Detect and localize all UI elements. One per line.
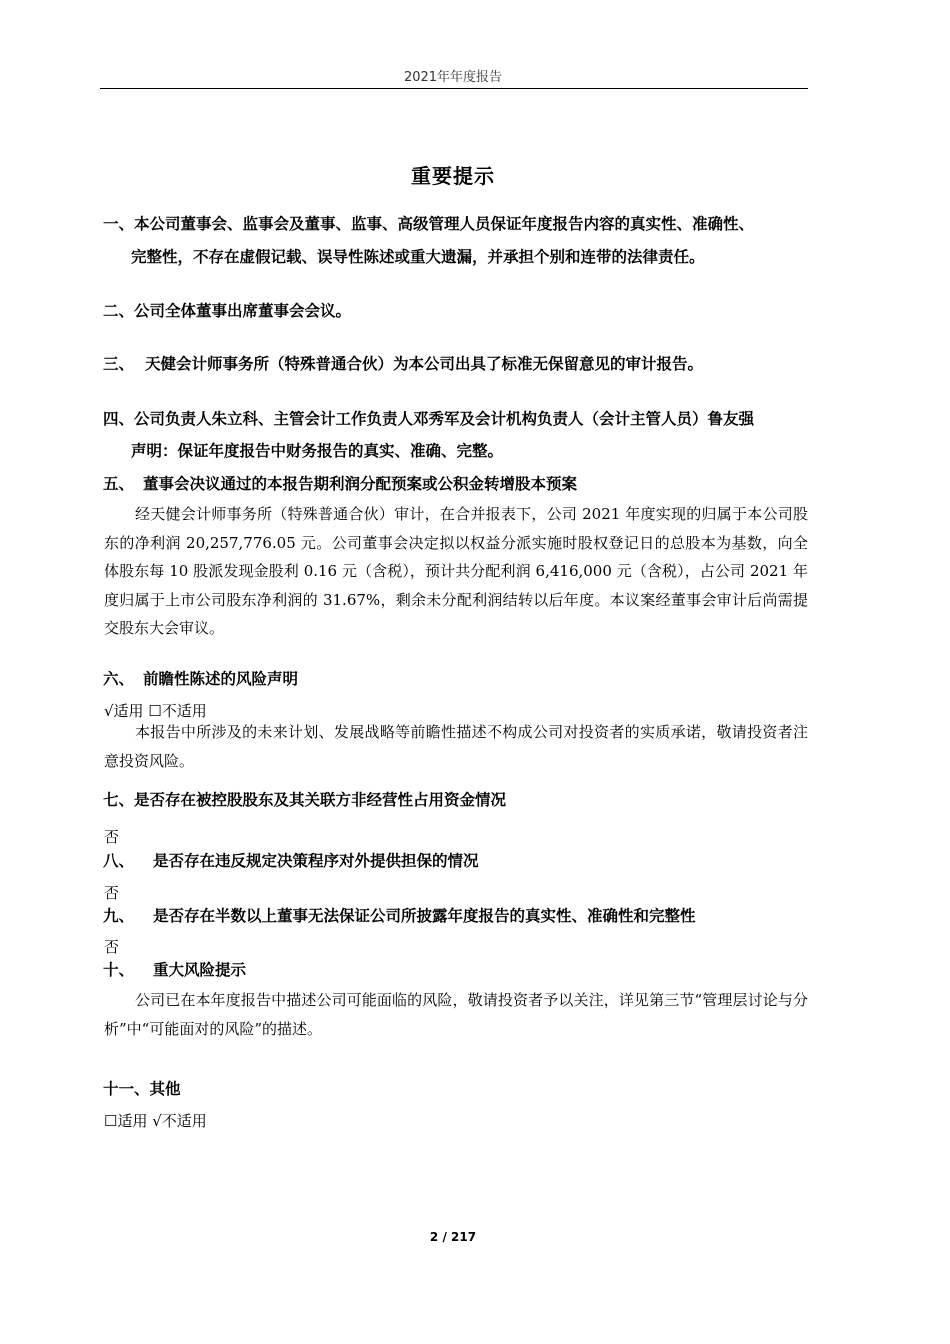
section-10-heading: 重大风险提示 <box>153 961 247 979</box>
running-header: 2021年年度报告 <box>403 70 503 85</box>
section-8-number: 八、 <box>103 852 135 870</box>
section-6-body: 本报告中所涉及的未来计划、发展战略等前瞻性描述不构成公司对投资者的实质承诺，敬请投资者注意投资风险。 <box>104 723 808 770</box>
section-9-number: 九、 <box>103 907 135 925</box>
section-2: 二、公司全体董事出席董事会会议。 <box>103 302 352 320</box>
section-7: 七、是否存在被控股股东及其关联方非经营性占用资金情况 <box>103 791 507 809</box>
section-11-applicability: ☐适用 √不适用 <box>104 1112 207 1130</box>
page-number: 2 / 217 <box>429 1230 477 1244</box>
section-1-line-1: 一、本公司董事会、监事会及董事、监事、高级管理人员保证年度报告内容的真实性、准确性、 <box>103 215 755 233</box>
section-6-heading: 前瞻性陈述的风险声明 <box>143 670 299 688</box>
section-9-heading: 是否存在半数以上董事无法保证公司所披露年度报告的真实性、准确性和完整性 <box>153 907 696 925</box>
section-10-body: 公司已在本年度报告中描述公司可能面临的风险，敬请投资者予以关注，详见第三节“管理层讨论与分析”中“可能面对的风险”的描述。 <box>104 991 808 1038</box>
section-3-text: 天健会计师事务所（特殊普通合伙）为本公司出具了标准无保留意见的审计报告。 <box>145 355 704 373</box>
page-title: 重要提示 <box>411 164 495 188</box>
section-6-number: 六、 <box>103 670 135 688</box>
section-6-applicability: √适用 ☐不适用 <box>104 702 207 720</box>
header-rule <box>100 88 808 89</box>
section-11: 十一、其他 <box>103 1080 181 1098</box>
section-4-line-2: 声明：保证年度报告中财务报告的真实、准确、完整。 <box>131 442 504 460</box>
section-8-heading: 是否存在违反规定决策程序对外提供担保的情况 <box>153 852 479 870</box>
section-7-answer: 否 <box>104 828 120 846</box>
section-5-body: 经天健会计师事务所（特殊普通合伙）审计，在合并报表下，公司 2021 年度实现的归属于本公司股东的净利润 20,257,776.05 元。公司董事会决定拟以权益分派实施时股权登记日的总股本为基数，向全体股东每 10 股派发现金股利 0.16 元（含税），预计共分配利润 6,416,000 元（含税），占公司 2021 年度归属于上市公司股东净利润的 31.67%，剩余未分配利润结转以后年度。本议案经董事会审计后尚需提交股东大会审议。 <box>104 505 808 637</box>
section-4-line-1: 四、公司负责人朱立科、主管会计工作负责人邓秀军及会计机构负责人（会计主管人员）鲁友强 <box>103 410 755 428</box>
section-5-number: 五、 <box>103 475 135 493</box>
section-8-answer: 否 <box>104 884 120 902</box>
section-3-number: 三、 <box>103 355 135 373</box>
section-5-heading: 董事会决议通过的本报告期利润分配预案或公积金转增股本预案 <box>143 475 578 493</box>
section-10-number: 十、 <box>103 961 135 979</box>
section-9-answer: 否 <box>104 938 120 956</box>
section-1-line-2: 完整性，不存在虚假记载、误导性陈述或重大遗漏，并承担个别和连带的法律责任。 <box>131 248 705 266</box>
